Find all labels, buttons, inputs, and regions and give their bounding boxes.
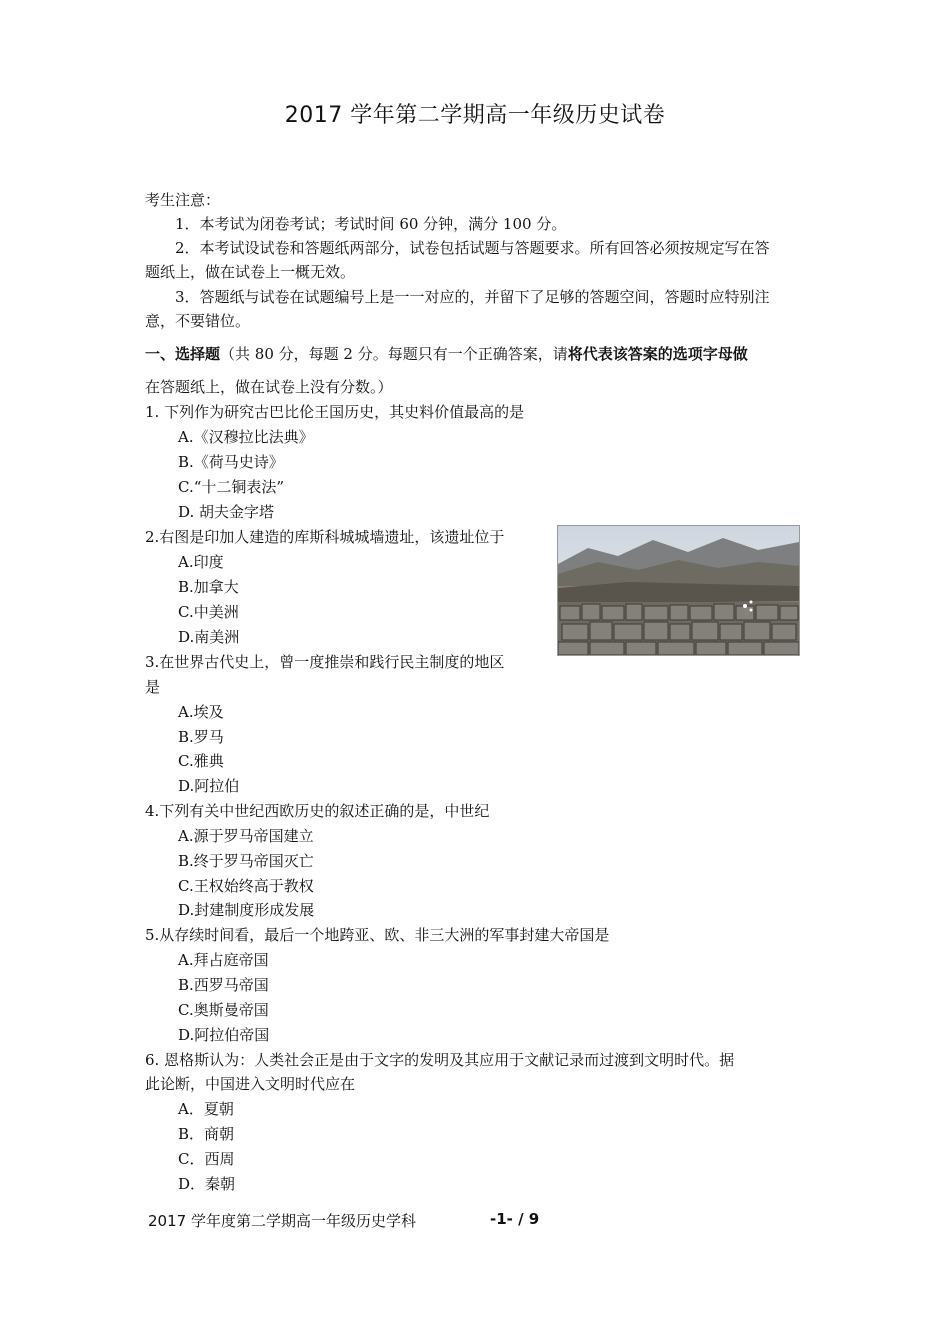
notice-heading: 考生注意： (145, 191, 221, 209)
question-6-option-a: A．夏朝 (178, 1100, 234, 1118)
question-3-option-c: C.雅典 (178, 752, 224, 770)
section-label: 一、选择题 (145, 345, 221, 363)
question-3-option-b: B.罗马 (178, 728, 224, 746)
page-number: -1- / 9 (490, 1210, 540, 1228)
question-5-stem: 5.从存续时间看，最后一个地跨亚、欧、非三大洲的军事封建大帝国是 (145, 926, 610, 944)
question-1-option-a: A.《汉穆拉比法典》 (178, 428, 314, 446)
question-2-option-c: C.中美洲 (178, 603, 239, 621)
notice-item-2-line-1: 2．本考试设试卷和答题纸两部分，试卷包括试题与答题要求。所有回答必须按规定写在答 (175, 239, 770, 257)
question-2-option-a: A.印度 (178, 553, 224, 571)
question-5-option-a: A.拜占庭帝国 (178, 951, 269, 969)
section-heading (145, 344, 748, 364)
question-1-option-d: D. 胡夫金字塔 (178, 503, 275, 521)
question-2-option-d: D.南美洲 (178, 628, 240, 646)
question-3-option-d: D.阿拉伯 (178, 777, 240, 795)
notice-item-3-line-2: 意，不要错位。 (145, 312, 251, 330)
question-6-stem-line-2: 此论断，中国进入文明时代应在 (145, 1075, 356, 1093)
section-desc: （共 80 分，每题 2 分。每题只有一个正确答案，请 (220, 345, 568, 363)
question-1-option-c: C.“十二铜表法” (178, 478, 285, 496)
cusco-wall-photo (557, 525, 800, 656)
section-desc-bold: 将代表该答案的选项字母做 (567, 345, 748, 363)
question-4-option-b: B.终于罗马帝国灭亡 (178, 852, 314, 870)
question-2-option-b: B.加拿大 (178, 578, 239, 596)
question-5-option-c: C.奥斯曼帝国 (178, 1001, 269, 1019)
question-6-option-c: C．西周 (178, 1150, 235, 1168)
question-4-stem: 4.下列有关中世纪西欧历史的叙述正确的是，中世纪 (145, 802, 490, 820)
question-5-option-d: D.阿拉伯帝国 (178, 1026, 270, 1044)
cusco-wall-illustration (558, 526, 799, 655)
question-4-option-c: C.王权始终高于教权 (178, 877, 314, 895)
question-1-option-b: B.《荷马史诗》 (178, 453, 284, 471)
question-6-stem-line-1: 6. 恩格斯认为：人类社会正是由于文字的发明及其应用于文献记录而过渡到文明时代。据 (145, 1051, 735, 1069)
question-3-stem-line-2: 是 (145, 678, 161, 696)
page-title: 2017 学年第二学期高一年级历史试卷 (284, 103, 666, 128)
question-6-option-d: D．秦朝 (178, 1175, 236, 1193)
section-desc-line-2: 在答题纸上，做在试卷上没有分数。） (145, 378, 393, 396)
notice-item-3-line-1: 3．答题纸与试卷在试题编号上是一一对应的，并留下了足够的答题空间，答题时应特别注 (175, 288, 770, 306)
question-4-option-a: A.源于罗马帝国建立 (178, 827, 314, 845)
question-3-stem-line-1: 3.在世界古代史上，曾一度推崇和践行民主制度的地区 (145, 653, 505, 671)
notice-item-1: 1．本考试为闭卷考试；考试时间 60 分钟，满分 100 分。 (175, 215, 567, 233)
question-4-option-d: D.封建制度形成发展 (178, 901, 315, 919)
question-3-option-a: A.埃及 (178, 703, 224, 721)
question-1-stem: 1. 下列作为研究古巴比伦王国历史，其史料价值最高的是 (145, 403, 525, 421)
question-5-option-b: B.西罗马帝国 (178, 976, 269, 994)
footer-exam-name: 2017 学年度第二学期高一年级历史学科 (148, 1212, 416, 1230)
question-2-stem: 2.右图是印加人建造的库斯科城城墙遗址，该遗址位于 (145, 528, 505, 546)
notice-item-2-line-2: 题纸上，做在试卷上一概无效。 (145, 263, 356, 281)
question-6-option-b: B．商朝 (178, 1125, 235, 1143)
